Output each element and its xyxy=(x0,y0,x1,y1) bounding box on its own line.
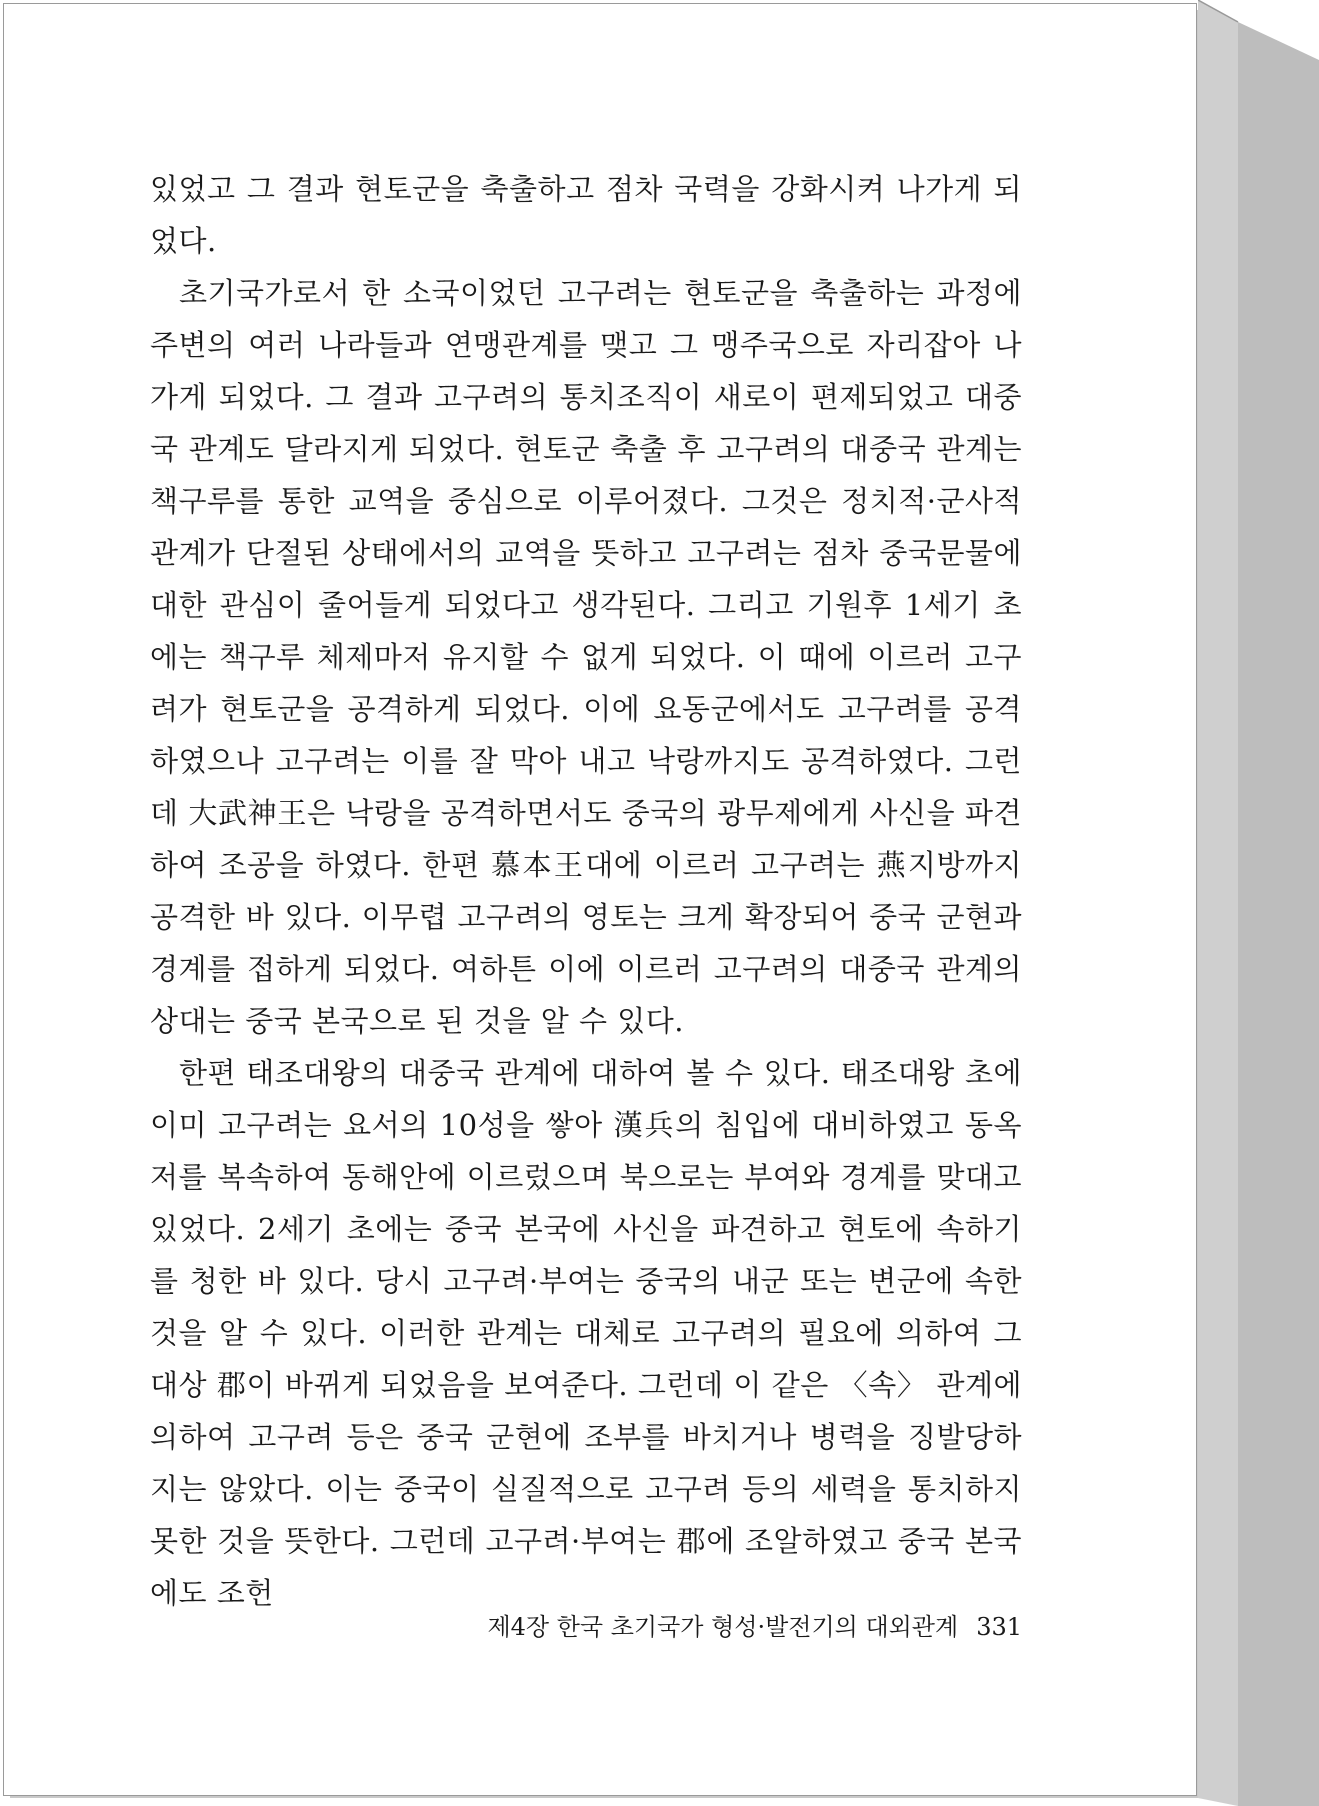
paragraph-taejo-relations: 한편 태조대왕의 대중국 관계에 대하여 볼 수 있다. 태조대왕 초에 이미 고구려는 요서의 10성을 쌓아 漢兵의 침입에 대비하였고 동옥저를 복속하여 동해안에 이르렀으며 북으로는 부여와 경계를 맞대고 있었다. 2세기 초에는 중국 본국에 사신을 파견하고 현토에 속하기를 청한 바 있다. 당시 고구려·부여는 중국의 내군 또는 변군에 속한 것을 알 수 있다. 이러한 관계는 대체로 고구려의 필요에 의하여 그 대상 郡이 바뀌게 되었음을 보여준다. 그런데 이 같은 〈속〉 관계에 의하여 고구려 등은 중국 군현에 조부를 바치거나 병력을 징발당하지는 않았다. 이는 중국이 실질적으로 고구려 등의 세력을 통치하지 못한 것을 뜻한다. 그런데 고구려·부여는 郡에 조알하였고 중국 본국에도 조헌 xyxy=(150,1056,1022,1610)
running-footer xyxy=(480,1607,1022,1642)
chapter-title: 제4장 한국 초기국가 형성·발전기의 대외관계 xyxy=(487,1613,959,1641)
paragraph-continued: 있었고 그 결과 현토군을 축출하고 점차 국력을 강화시켜 나가게 되었다. xyxy=(150,172,1022,258)
paragraph-goguryeo-expansion: 초기국가로서 한 소국이었던 고구려는 현토군을 축출하는 과정에 주변의 여러 나라들과 연맹관계를 맺고 그 맹주국으로 자리잡아 나가게 되었다. 그 결과 고구려의 통치조직이 새로이 편제되었고 대중국 관계도 달라지게 되었다. 현토군 축출 후 고구려의 대중국 관계는 책구루를 통한 교역을 중심으로 이루어졌다. 그것은 정치적·군사적 관계가 단절된 상태에서의 교역을 뜻하고 고구려는 점차 중국문물에 대한 관심이 줄어들게 되었다고 생각된다. 그리고 기원후 1세기 초에는 책구루 체제마저 유지할 수 없게 되었다. 이 때에 이르러 고구려가 현토군을 공격하게 되었다. 이에 요동군에서도 고구려를 공격하였으나 고구려는 이를 잘 막아 내고 낙랑까지도 공격하였다. 그런데 大武神王은 낙랑을 공격하면서도 중국의 광무제에게 사신을 파견하여 조공을 하였다. 한편 慕本王대에 이르러 고구려는 燕지방까지 공격한 바 있다. 이무렵 고구려의 영토는 크게 확장되어 중국 군현과 경계를 접하게 되었다. 여하튼 이에 이르러 고구려의 대중국 관계의 상대는 중국 본국으로 된 것을 알 수 있다. xyxy=(150,276,1022,1038)
body-text xyxy=(150,163,1022,1619)
page-number: 331 xyxy=(976,1613,1022,1641)
